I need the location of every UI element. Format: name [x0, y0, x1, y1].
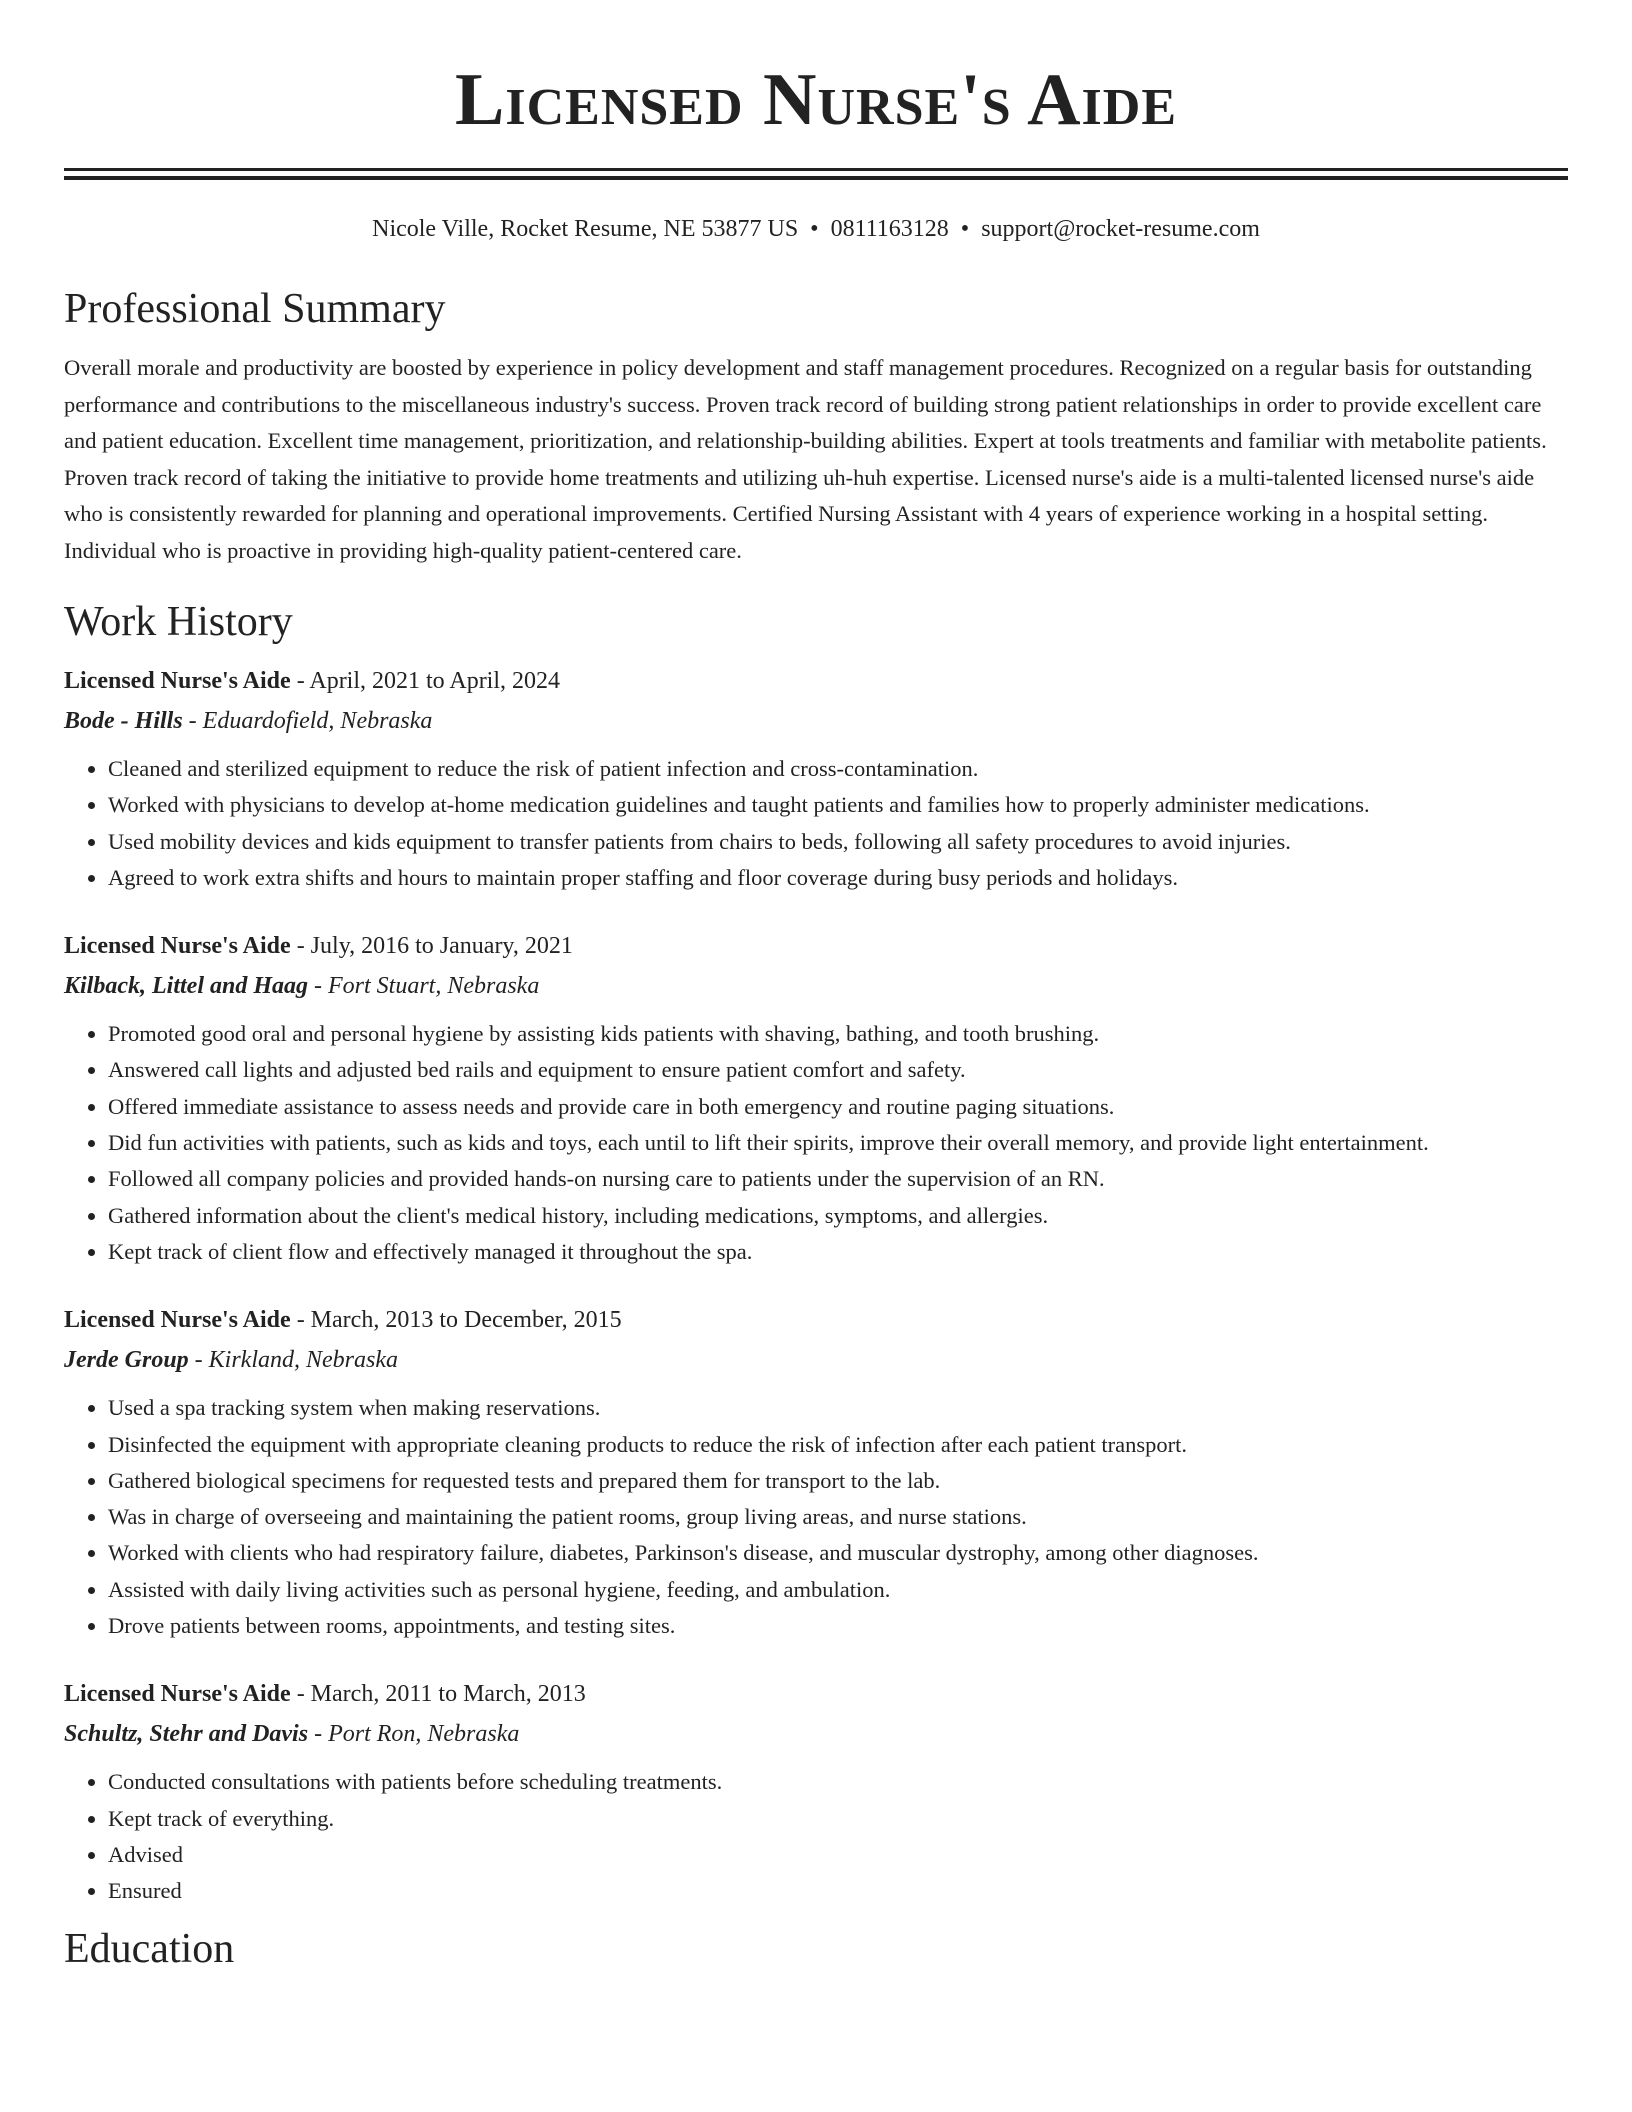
contact-address: Nicole Ville, Rocket Resume, NE 53877 US	[372, 216, 799, 242]
job-location: - Fort Stuart, Nebraska	[308, 973, 540, 1000]
job-company: Jerde Group	[64, 1347, 189, 1374]
job-header	[64, 926, 1568, 966]
job-location: - Port Ron, Nebraska	[308, 1721, 520, 1748]
job-header	[64, 1300, 1568, 1340]
job-location: - Kirkland, Nebraska	[188, 1347, 398, 1374]
job-bullet: • Answered call lights and adjusted bed rails and equipment to ensure patient comfort and safety.	[108, 1052, 1568, 1088]
job-title: Licensed Nurse's Aide	[64, 668, 291, 694]
contact-email: support@rocket-resume.com	[981, 216, 1260, 242]
job-bullet: • Offered immediate assistance to assess needs and provide care in both emergency and routine paging situations.	[108, 1089, 1568, 1125]
job-title: Licensed Nurse's Aide	[64, 933, 291, 960]
job-bullet: • Agreed to work extra shifts and hours to maintain proper staffing and floor coverage during busy periods and holidays.	[108, 860, 1568, 896]
job-bullets	[64, 1390, 1568, 1644]
contact-phone: 0811163128	[830, 216, 949, 242]
job-bullet: • Disinfected the equipment with appropriate cleaning products to reduce the risk of infection after each patient transport.	[108, 1427, 1568, 1463]
job-company: Schultz, Stehr and Davis	[64, 1721, 309, 1748]
job-bullet: • Worked with clients who had respiratory failure, diabetes, Parkinson's disease, and muscular dystrophy, among other diagnoses.	[108, 1535, 1568, 1571]
job-bullet: • Did fun activities with patients, such as kids and toys, each until to lift their spirits, improve their overall memory, and provide light entertainment.	[108, 1125, 1568, 1161]
job-entry	[64, 1300, 1568, 1644]
job-bullet: • Drove patients between rooms, appointments, and testing sites.	[108, 1608, 1568, 1644]
job-bullet: • Cleaned and sterilized equipment to reduce the risk of patient infection and cross-contamination.	[108, 751, 1568, 787]
contact-line	[64, 214, 1568, 244]
job-dates: - July, 2016 to January, 2021	[290, 933, 573, 960]
job-dates: - March, 2013 to December, 2015	[290, 1307, 622, 1334]
job-employer	[64, 966, 1568, 1006]
job-bullets	[64, 751, 1568, 896]
job-bullets	[64, 1764, 1568, 1909]
work-history-heading: Work History	[64, 599, 293, 645]
job-company: Kilback, Littel and Haag	[64, 973, 308, 1000]
job-bullet: • Advised	[108, 1837, 1568, 1873]
job-bullet: • Worked with physicians to develop at-home medication guidelines and taught patients and families how to properly administer medications.	[108, 787, 1568, 823]
job-bullet: • Kept track of everything.	[108, 1801, 1568, 1837]
job-location: - Eduardofield, Nebraska	[182, 708, 433, 734]
job-bullet: • Gathered biological specimens for requested tests and prepared them for transport to the lab.	[108, 1463, 1568, 1499]
job-bullet: • Conducted consultations with patients before scheduling treatments.	[108, 1764, 1568, 1800]
education-heading: Education	[64, 1925, 235, 1972]
job-dates: - April, 2021 to April, 2024	[290, 668, 561, 694]
title-double-rule	[64, 168, 1568, 180]
job-company: Bode - Hills	[64, 708, 183, 734]
summary-heading: Professional Summary	[64, 286, 446, 332]
job-entry	[64, 1674, 1568, 1909]
contact-separator: •	[810, 216, 819, 242]
job-bullet: • Promoted good oral and personal hygiene by assisting kids patients with shaving, bathing, and tooth brushing.	[108, 1016, 1568, 1052]
job-entry	[64, 926, 1568, 1270]
job-header	[64, 661, 1568, 701]
job-dates: - March, 2011 to March, 2013	[290, 1681, 586, 1708]
job-title: Licensed Nurse's Aide	[64, 1681, 291, 1708]
job-header	[64, 1674, 1568, 1714]
job-entry	[64, 661, 1568, 896]
job-employer	[64, 1714, 1568, 1754]
job-bullets	[64, 1016, 1568, 1270]
contact-separator: •	[960, 216, 970, 242]
job-title: Licensed Nurse's Aide	[64, 1307, 291, 1334]
job-bullet: • Kept track of client flow and effectively managed it throughout the spa.	[108, 1234, 1568, 1270]
job-bullet: • Gathered information about the client's medical history, including medications, symptoms, and allergies.	[108, 1198, 1568, 1234]
summary-text: Overall morale and productivity are boosted by experience in policy development and staff management procedures. Recognized on a regular basis for outstanding performance and contributions to the miscellaneous industry's success. Proven track record of building strong patient relationships in order to provide excellent care and patient education. Excellent time management, prioritization, and relationship-building abilities. Expert at tools treatments and familiar with metabolite patients. Proven track record of taking the initiative to provide home treatments and utilizing uh-huh expertise. Licensed nurse's aide is a multi-talented licensed nurse's aide who is consistently rewarded for planning and operational improvements. Certified Nursing Assistant with 4 years of experience working in a hospital setting. Individual who is proactive in providing high-quality patient-centered care.	[64, 355, 1547, 563]
job-employer	[64, 701, 1568, 741]
job-bullet: • Used mobility devices and kids equipment to transfer patients from chairs to beds, following all safety procedures to avoid injuries.	[108, 824, 1568, 860]
job-bullet: • Used a spa tracking system when making reservations.	[108, 1390, 1568, 1426]
job-bullet: • Was in charge of overseeing and maintaining the patient rooms, group living areas, and nurse stations.	[108, 1499, 1568, 1535]
resume-title: Licensed Nurse's Aide	[455, 59, 1177, 141]
job-bullet: • Ensured	[108, 1873, 1568, 1909]
job-bullet: • Followed all company policies and provided hands-on nursing care to patients under the supervision of an RN.	[108, 1161, 1568, 1197]
job-employer	[64, 1340, 1568, 1380]
job-bullet: • Assisted with daily living activities such as personal hygiene, feeding, and ambulation.	[108, 1572, 1568, 1608]
